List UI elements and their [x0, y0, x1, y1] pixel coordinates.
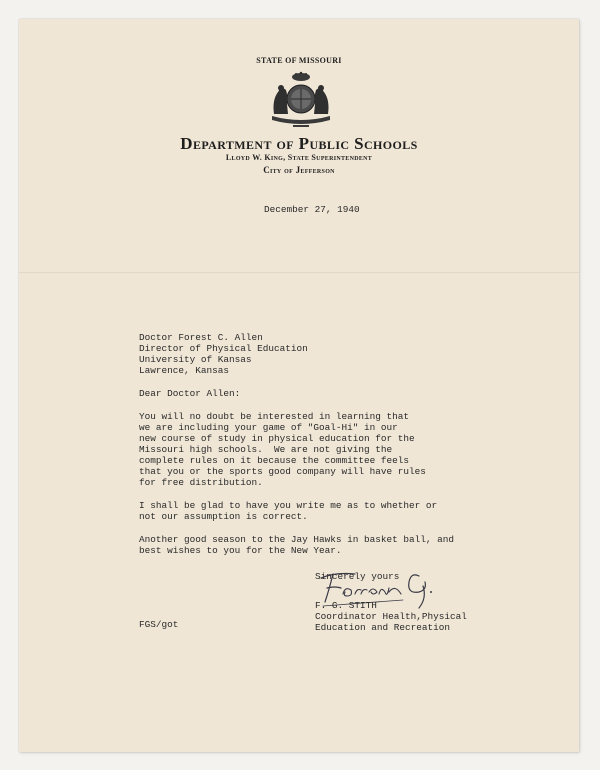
salutation: Dear Doctor Allen: [139, 388, 241, 399]
signer-title-line-1: Coordinator Health,Physical [315, 611, 467, 622]
paragraph-1-line: that you or the sports good company will have rules [139, 466, 426, 477]
signer-title-line-2: Education and Recreation [315, 622, 451, 633]
reference-initials: FGS/got [139, 619, 179, 630]
recipient-name: Doctor Forest C. Allen [139, 332, 263, 343]
paragraph-3-line: Another good season to the Jay Hawks in basket ball, and [139, 534, 455, 545]
paragraph-2-line: I shall be glad to have you write me as to whether or [139, 500, 438, 511]
closing: Sincerely yours [315, 571, 400, 582]
superintendent-line: Lloyd W. King, State Superintendent [225, 153, 373, 162]
city-line: City of Jefferson [263, 165, 335, 175]
paragraph-3-line: best wishes to you for the New Year. [139, 545, 342, 556]
paragraph-1-line: we are including your game of "Goal-Hi" in our [139, 422, 398, 433]
state-seal-icon [266, 70, 336, 130]
letter-page [19, 19, 579, 752]
paragraph-1-line: new course of study in physical education for the [139, 433, 415, 444]
paragraph-1-line: You will no doubt be interested in learning that [139, 411, 410, 422]
state-heading: STATE OF MISSOURI [256, 56, 342, 65]
recipient-institution: University of Kansas [139, 354, 252, 365]
paper-fold [19, 272, 579, 273]
paragraph-1-line: Missouri high schools. We are not giving the [139, 444, 393, 455]
paragraph-1-line: complete rules on it because the committee feels [139, 455, 410, 466]
department-title: Department of Public Schools [180, 134, 418, 153]
signer-name: F. G. STITH [315, 600, 377, 611]
recipient-title: Director of Physical Education [139, 343, 308, 354]
paragraph-1-line: for free distribution. [139, 477, 263, 488]
paragraph-2-line: not our assumption is correct. [139, 511, 308, 522]
letter-date: December 27, 1940 [264, 204, 360, 215]
recipient-location: Lawrence, Kansas [139, 365, 230, 376]
